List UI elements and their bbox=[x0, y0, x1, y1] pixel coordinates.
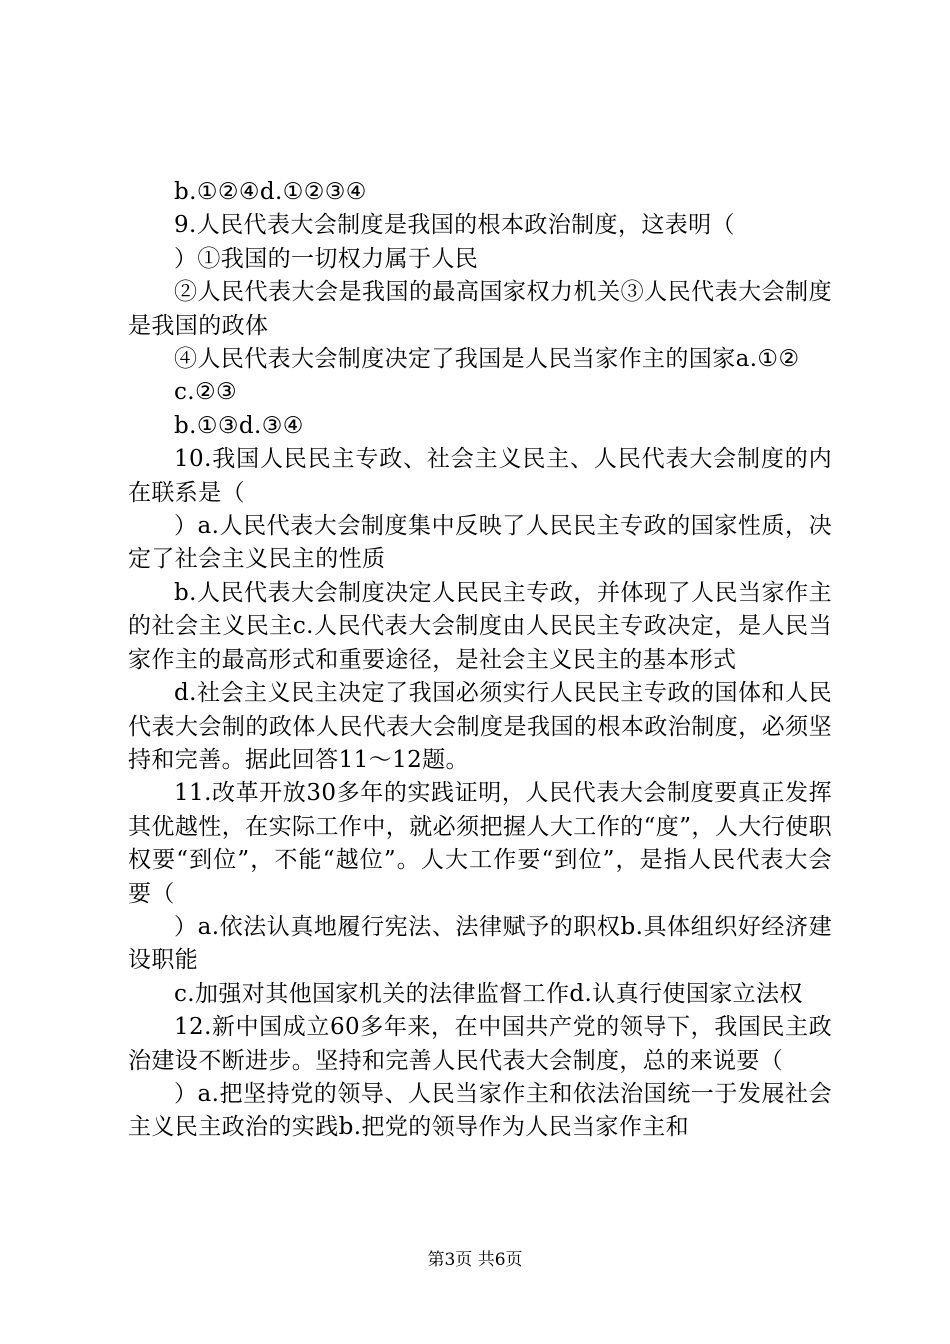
question-9-option-c: c.②③ bbox=[174, 379, 238, 406]
question-11-stem: 11.改革开放30多年的实践证明，人民代表大会制度要真正发挥其优越性，在实际工作中，就必须把握人大工作的“度”，人大行使职权要“到位”，不能“越位”。人大工作要“到位”，是指人民代表大会要（ bbox=[128, 780, 832, 907]
question-9-stem: 9.人民代表大会制度是我国的根本政治制度，这表明（ bbox=[174, 212, 735, 239]
question-11-options-c-d: c.加强对其他国家机关的法律监督工作d.认真行使国家立法权 bbox=[174, 980, 803, 1007]
question-10-options-b-c: b.人民代表大会制度决定人民民主专政，并体现了人民当家作主的社会主义民主c.人民代表大会制度由人民民主专政决定，是人民当家作主的最高形式和重要途径，是社会主义民主的基本形式 bbox=[128, 579, 832, 673]
question-11-options-a-b: ）a.依法认真地履行宪法、法律赋予的职权b.具体组织好经济建设职能 bbox=[128, 913, 832, 974]
question-10-option-d: d.社会主义民主决定了我国必须实行人民民主专政的国体和人民代表大会制的政体人民代表大会制度是我国的根本政治制度，必须坚持和完善。据此回答11～12题。 bbox=[128, 680, 832, 773]
question-9-items-2-3: ②人民代表大会是我国的最高国家权力机关③人民代表大会制度是我国的政体 bbox=[128, 279, 832, 339]
question-9-item-1: ）①我国的一切权力属于人民 bbox=[174, 245, 479, 272]
question-10-option-a: ）a.人民代表大会制度集中反映了人民民主专政的国家性质，决定了社会主义民主的性质 bbox=[128, 513, 832, 573]
paragraph-options-b-d-q8: b.①②④d.①②③④ bbox=[174, 179, 367, 205]
question-9-item-4-option-a: ④人民代表大会制度决定了我国是人民当家作主的国家a.①② bbox=[174, 346, 800, 373]
question-12-stem: 12.新中国成立60多年来，在中国共产党的领导下，我国民主政治建设不断进步。坚持和完善人民代表大会制度，总的来说要（ bbox=[128, 1014, 832, 1074]
page-footer: 第3页 共6页 bbox=[427, 1250, 523, 1270]
question-9-options-b-d: b.①③d.③④ bbox=[174, 412, 304, 439]
question-10-stem: 10.我国人民民主专政、社会主义民主、人民代表大会制度的内在联系是（ bbox=[128, 446, 832, 506]
body-text bbox=[128, 176, 832, 1145]
question-12-options-a-b: ）a.把坚持党的领导、人民当家作主和依法治国统一于发展社会主义民主政治的实践b.把党的领导作为人民当家作主和 bbox=[128, 1080, 832, 1141]
